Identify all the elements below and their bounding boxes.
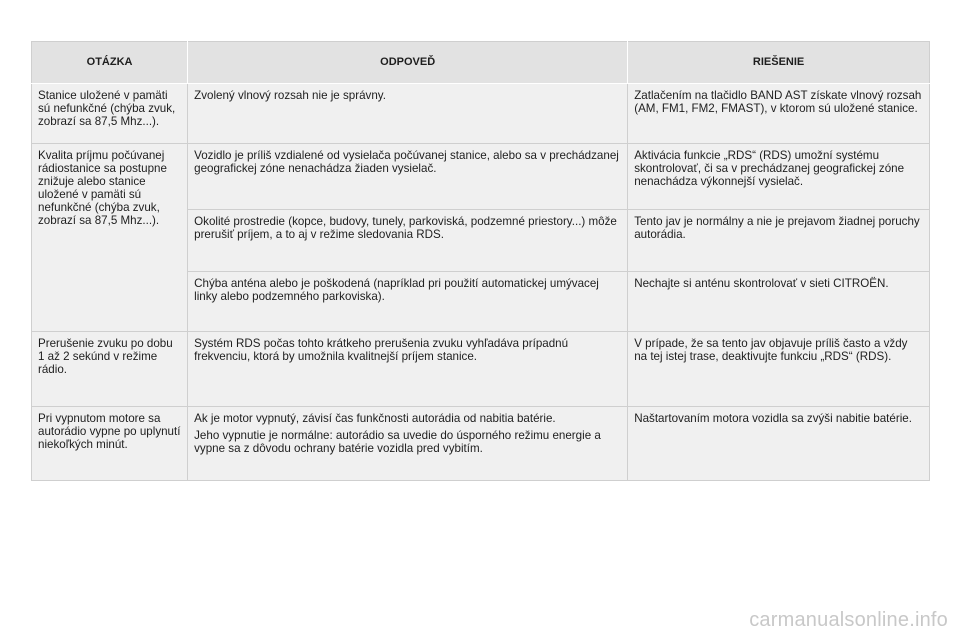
header-solution: RIEŠENIE (628, 42, 930, 84)
answer-cell (188, 210, 628, 272)
header-question: OTÁZKA (32, 42, 188, 84)
table-row (32, 144, 930, 210)
table-header-row (32, 42, 930, 84)
question-cell: Stanice uložené v pamäti sú nefunkčné (chýba zvuk, zobrazí sa 87,5 Mhz...). (32, 84, 188, 144)
answer-cell (188, 332, 628, 407)
answer-text: Zvolený vlnový rozsah nie je správny. (194, 89, 386, 102)
header-answer: ODPOVEĎ (188, 42, 628, 84)
answer-text: Systém RDS počas tohto krátkeho prerušenia zvuku vyhľadáva prípadnú frekvenciu, ktorá by umožnila kvalitnejší príjem stanice. (194, 337, 569, 363)
table-row (32, 407, 930, 481)
solution-cell: Aktivácia funkcie „RDS“ (RDS) umožní systému skontrolovať, či sa v prechádzanej geografickej zóne nenachádza výkonnejší vysielač. (628, 144, 930, 210)
answer-text: Okolité prostredie (kopce, budovy, tunely, parkoviská, podzemné priestory...) môže prerušiť príjem, a to aj v režime sledovania RDS. (194, 215, 617, 241)
troubleshooting-table (31, 41, 930, 481)
solution-cell: Naštartovaním motora vozidla sa zvýši nabitie batérie. (628, 407, 930, 481)
answer-cell (188, 272, 628, 332)
watermark: carmanualsonline.info (749, 609, 948, 631)
answer-cell (188, 144, 628, 210)
solution-cell: Nechajte si anténu skontrolovať v sieti CITROËN. (628, 272, 930, 332)
table-row (32, 84, 930, 144)
answer-text: Ak je motor vypnutý, závisí čas funkčnosti autorádia od nabitia batérie. (194, 412, 556, 425)
answer-text: Vozidlo je príliš vzdialené od vysielača počúvanej stanice, alebo sa v prechádzanej geografickej zóne nenachádza žiaden vysielač. (194, 149, 619, 175)
solution-cell: Zatlačením na tlačidlo BAND AST získate vlnový rozsah (AM, FM1, FM2, FMAST), v ktorom sú uložené stanice. (628, 84, 930, 144)
question-cell: Kvalita príjmu počúvanej rádiostanice sa postupne znižuje alebo stanice uložené v pamäti sú nefunkčné (chýba zvuk, zobrazí sa 87,5 Mhz...). (32, 144, 188, 332)
question-cell: Prerušenie zvuku po dobu 1 až 2 sekúnd v režime rádio. (32, 332, 188, 407)
solution-cell: Tento jav je normálny a nie je prejavom žiadnej poruchy autorádia. (628, 210, 930, 272)
answer-text: Chýba anténa alebo je poškodená (napríklad pri použití automatickej umývacej linky alebo podzemného parkoviska). (194, 277, 599, 303)
table-row (32, 332, 930, 407)
solution-cell: V prípade, že sa tento jav objavuje príliš často a vždy na tej istej trase, deaktivujte funkciu „RDS“ (RDS). (628, 332, 930, 407)
answer-cell (188, 84, 628, 144)
answer-text: Jeho vypnutie je normálne: autorádio sa uvedie do úsporného režimu energie a vypne sa z dôvodu ochrany batérie vozidla pred vybitím. (194, 429, 601, 455)
answer-cell (188, 407, 628, 481)
question-cell: Pri vypnutom motore sa autorádio vypne po uplynutí niekoľkých minút. (32, 407, 188, 481)
